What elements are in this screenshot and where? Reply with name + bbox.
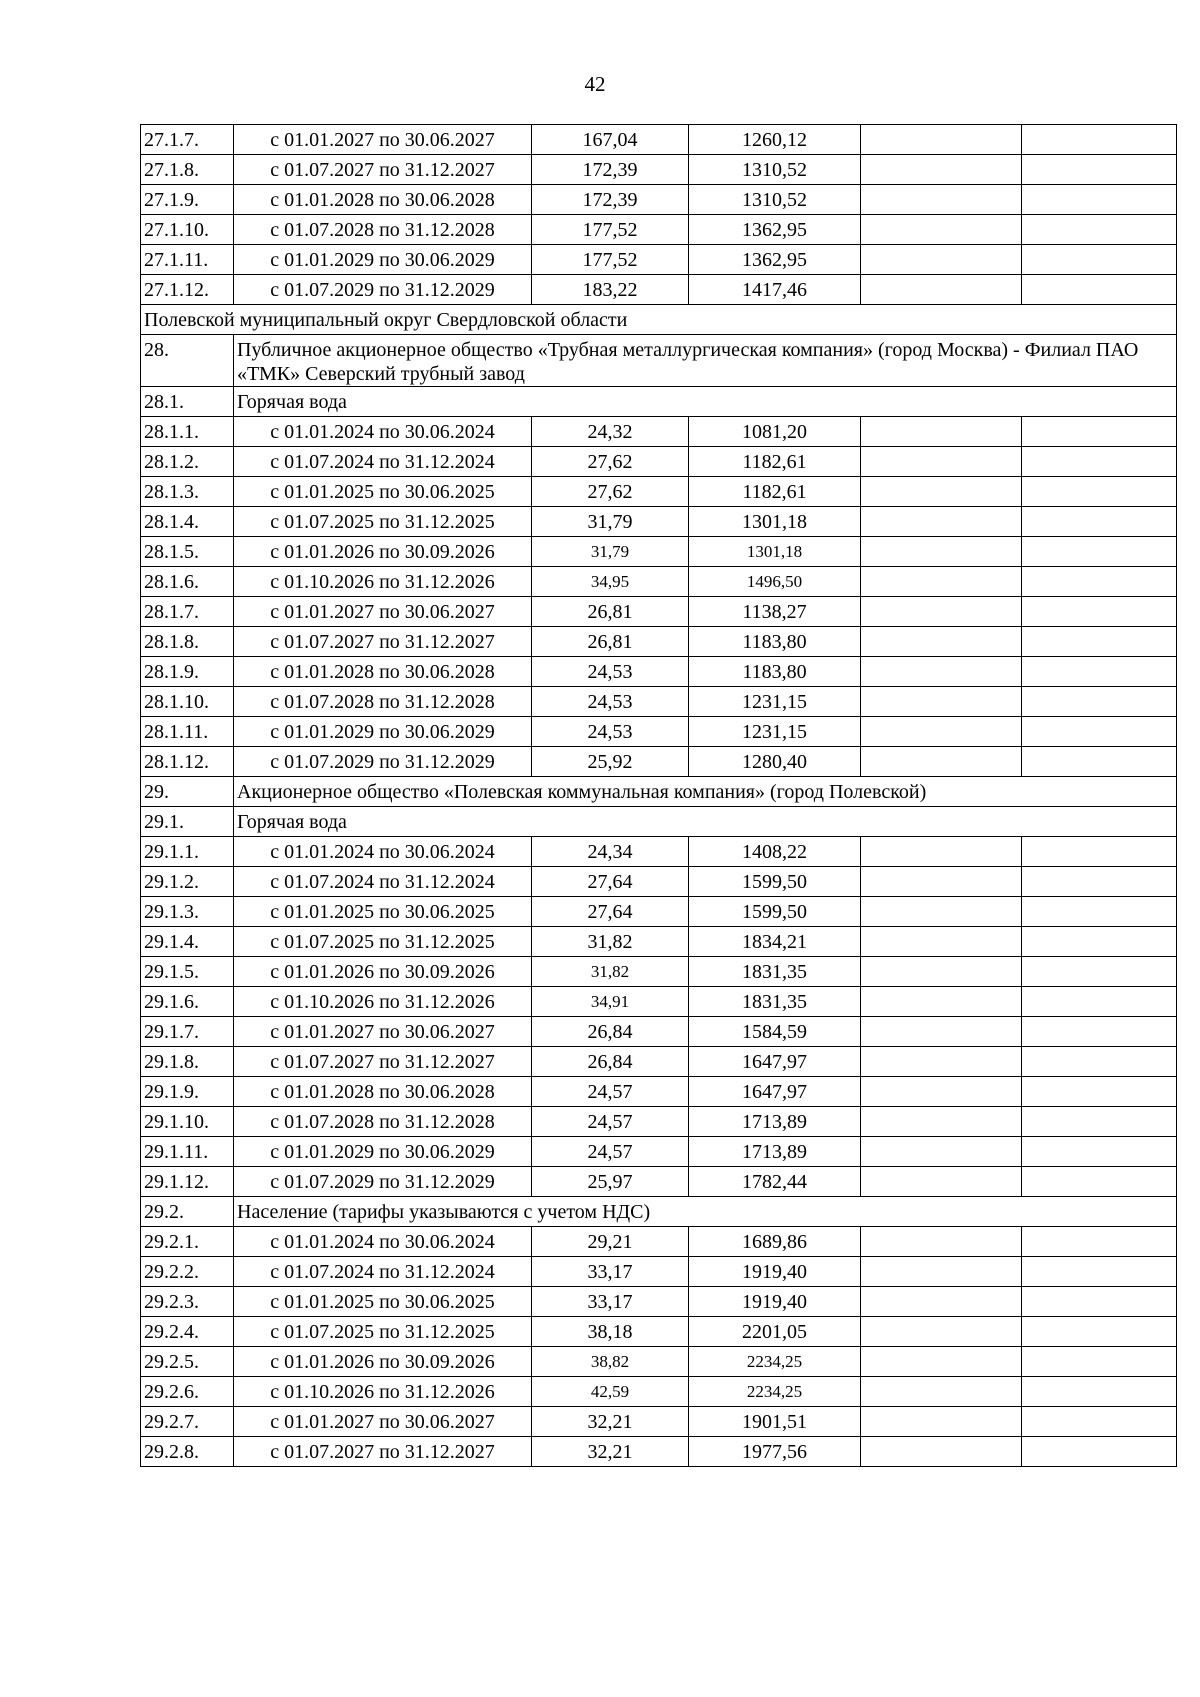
row-number: 27.1.10. — [141, 215, 234, 245]
empty-cell-1 — [861, 537, 1022, 567]
row-number: 28.1.10. — [141, 687, 234, 717]
value-cell-2: 1310,52 — [689, 185, 861, 215]
value-cell-2: 1584,59 — [689, 1017, 861, 1047]
value-cell-2: 1599,50 — [689, 867, 861, 897]
period-cell: с 01.07.2027 по 31.12.2027 — [234, 155, 532, 185]
empty-cell-1 — [861, 507, 1022, 537]
period-cell: с 01.01.2025 по 30.06.2025 — [234, 1287, 532, 1317]
value-cell-2: 2201,05 — [689, 1317, 861, 1347]
empty-cell-2 — [1022, 567, 1177, 597]
period-cell: с 01.07.2027 по 31.12.2027 — [234, 1437, 532, 1467]
value-cell-1: 32,21 — [532, 1407, 689, 1437]
group-row — [141, 807, 1177, 837]
table-row — [141, 567, 1177, 597]
row-number: 29.2.6. — [141, 1377, 234, 1407]
empty-cell-1 — [861, 1167, 1022, 1197]
row-number: 27.1.8. — [141, 155, 234, 185]
row-number: 28. — [141, 335, 234, 387]
period-cell: с 01.01.2025 по 30.06.2025 — [234, 477, 532, 507]
empty-cell-1 — [861, 1317, 1022, 1347]
empty-cell-2 — [1022, 417, 1177, 447]
value-cell-1: 172,39 — [532, 185, 689, 215]
value-cell-2: 1231,15 — [689, 717, 861, 747]
empty-cell-1 — [861, 897, 1022, 927]
value-cell-1: 183,22 — [532, 275, 689, 305]
empty-cell-2 — [1022, 717, 1177, 747]
row-number: 29.1.4. — [141, 927, 234, 957]
value-cell-1: 24,57 — [532, 1107, 689, 1137]
empty-cell-1 — [861, 627, 1022, 657]
period-cell: с 01.07.2024 по 31.12.2024 — [234, 867, 532, 897]
page-number: 42 — [584, 72, 606, 96]
table-row — [141, 1437, 1177, 1467]
period-cell: с 01.07.2028 по 31.12.2028 — [234, 215, 532, 245]
empty-cell-1 — [861, 657, 1022, 687]
table-row — [141, 1137, 1177, 1167]
value-cell-1: 24,32 — [532, 417, 689, 447]
period-cell: с 01.10.2026 по 31.12.2026 — [234, 1377, 532, 1407]
row-number: 29.2.2. — [141, 1257, 234, 1287]
empty-cell-1 — [861, 927, 1022, 957]
value-cell-2: 1901,51 — [689, 1407, 861, 1437]
empty-cell-2 — [1022, 597, 1177, 627]
empty-cell-1 — [861, 1407, 1022, 1437]
value-cell-1: 25,92 — [532, 747, 689, 777]
value-cell-2: 1182,61 — [689, 447, 861, 477]
table-row — [141, 747, 1177, 777]
empty-cell-1 — [861, 597, 1022, 627]
empty-cell-1 — [861, 125, 1022, 155]
value-cell-2: 1647,97 — [689, 1047, 861, 1077]
empty-cell-2 — [1022, 1317, 1177, 1347]
value-cell-2: 1647,97 — [689, 1077, 861, 1107]
empty-cell-1 — [861, 1017, 1022, 1047]
row-number: 29.1.10. — [141, 1107, 234, 1137]
table-row — [141, 627, 1177, 657]
period-cell: с 01.01.2027 по 30.06.2027 — [234, 597, 532, 627]
tariff-table — [140, 124, 1177, 1467]
row-number: 29.2.5. — [141, 1347, 234, 1377]
empty-cell-1 — [861, 687, 1022, 717]
value-cell-2: 1301,18 — [689, 507, 861, 537]
group-title: Горячая вода — [234, 807, 1177, 837]
row-number: 29.1.11. — [141, 1137, 234, 1167]
value-cell-1: 27,62 — [532, 477, 689, 507]
empty-cell-1 — [861, 185, 1022, 215]
row-number: 27.1.9. — [141, 185, 234, 215]
empty-cell-2 — [1022, 747, 1177, 777]
empty-cell-2 — [1022, 1137, 1177, 1167]
empty-cell-2 — [1022, 687, 1177, 717]
table-row — [141, 987, 1177, 1017]
period-cell: с 01.07.2029 по 31.12.2029 — [234, 275, 532, 305]
group-row — [141, 777, 1177, 807]
period-cell: с 01.07.2029 по 31.12.2029 — [234, 747, 532, 777]
empty-cell-1 — [861, 1077, 1022, 1107]
row-number: 29.2. — [141, 1197, 234, 1227]
row-number: 29.1.8. — [141, 1047, 234, 1077]
empty-cell-1 — [861, 447, 1022, 477]
value-cell-2: 1408,22 — [689, 837, 861, 867]
value-cell-1: 42,59 — [532, 1377, 689, 1407]
table-row — [141, 867, 1177, 897]
period-cell: с 01.07.2024 по 31.12.2024 — [234, 447, 532, 477]
tariff-table-body — [141, 125, 1177, 1467]
section-row — [141, 305, 1177, 335]
period-cell: с 01.07.2027 по 31.12.2027 — [234, 627, 532, 657]
table-row — [141, 1407, 1177, 1437]
value-cell-2: 1310,52 — [689, 155, 861, 185]
table-row — [141, 1347, 1177, 1377]
table-row — [141, 245, 1177, 275]
value-cell-1: 29,21 — [532, 1227, 689, 1257]
value-cell-2: 2234,25 — [689, 1347, 861, 1377]
value-cell-1: 32,21 — [532, 1437, 689, 1467]
empty-cell-1 — [861, 417, 1022, 447]
row-number: 29. — [141, 777, 234, 807]
empty-cell-1 — [861, 1347, 1022, 1377]
table-row — [141, 597, 1177, 627]
value-cell-1: 34,91 — [532, 987, 689, 1017]
value-cell-1: 26,84 — [532, 1017, 689, 1047]
value-cell-2: 1182,61 — [689, 477, 861, 507]
row-number: 29.1.3. — [141, 897, 234, 927]
period-cell: с 01.01.2026 по 30.09.2026 — [234, 537, 532, 567]
period-cell: с 01.01.2026 по 30.09.2026 — [234, 957, 532, 987]
row-number: 29.1.9. — [141, 1077, 234, 1107]
row-number: 28.1.11. — [141, 717, 234, 747]
empty-cell-2 — [1022, 477, 1177, 507]
value-cell-2: 1713,89 — [689, 1107, 861, 1137]
table-row — [141, 957, 1177, 987]
period-cell: с 01.01.2024 по 30.06.2024 — [234, 1227, 532, 1257]
value-cell-1: 25,97 — [532, 1167, 689, 1197]
table-row — [141, 1077, 1177, 1107]
empty-cell-2 — [1022, 867, 1177, 897]
row-number: 29.2.7. — [141, 1407, 234, 1437]
value-cell-2: 1362,95 — [689, 215, 861, 245]
empty-cell-2 — [1022, 927, 1177, 957]
row-number: 27.1.11. — [141, 245, 234, 275]
period-cell: с 01.10.2026 по 31.12.2026 — [234, 567, 532, 597]
empty-cell-1 — [861, 245, 1022, 275]
empty-cell-2 — [1022, 657, 1177, 687]
value-cell-1: 167,04 — [532, 125, 689, 155]
table-row — [141, 125, 1177, 155]
period-cell: с 01.10.2026 по 31.12.2026 — [234, 987, 532, 1017]
value-cell-1: 27,64 — [532, 897, 689, 927]
value-cell-1: 38,18 — [532, 1317, 689, 1347]
empty-cell-1 — [861, 747, 1022, 777]
table-row — [141, 417, 1177, 447]
empty-cell-2 — [1022, 1017, 1177, 1047]
value-cell-2: 1362,95 — [689, 245, 861, 275]
row-number: 28.1.9. — [141, 657, 234, 687]
group-title: Горячая вода — [234, 387, 1177, 417]
empty-cell-1 — [861, 477, 1022, 507]
empty-cell-1 — [861, 155, 1022, 185]
row-number: 29.1.5. — [141, 957, 234, 987]
value-cell-2: 1713,89 — [689, 1137, 861, 1167]
period-cell: с 01.07.2025 по 31.12.2025 — [234, 927, 532, 957]
empty-cell-1 — [861, 567, 1022, 597]
row-number: 28.1.3. — [141, 477, 234, 507]
value-cell-2: 1138,27 — [689, 597, 861, 627]
empty-cell-2 — [1022, 215, 1177, 245]
value-cell-1: 33,17 — [532, 1257, 689, 1287]
period-cell: с 01.01.2027 по 30.06.2027 — [234, 1407, 532, 1437]
period-cell: с 01.07.2028 по 31.12.2028 — [234, 1107, 532, 1137]
empty-cell-2 — [1022, 1287, 1177, 1317]
empty-cell-1 — [861, 1047, 1022, 1077]
row-number: 29.1.2. — [141, 867, 234, 897]
group-title: Публичное акционерное общество «Трубная металлургическая компания» (город Москва) - Филиал ПАО «ТМК» Северский трубный завод — [234, 335, 1177, 387]
row-number: 29.1. — [141, 807, 234, 837]
table-row — [141, 215, 1177, 245]
empty-cell-2 — [1022, 155, 1177, 185]
period-cell: с 01.07.2027 по 31.12.2027 — [234, 1047, 532, 1077]
value-cell-2: 1831,35 — [689, 957, 861, 987]
table-row — [141, 717, 1177, 747]
empty-cell-1 — [861, 1437, 1022, 1467]
period-cell: с 01.01.2028 по 30.06.2028 — [234, 185, 532, 215]
period-cell: с 01.01.2028 по 30.06.2028 — [234, 1077, 532, 1107]
empty-cell-2 — [1022, 987, 1177, 1017]
value-cell-1: 34,95 — [532, 567, 689, 597]
value-cell-2: 1301,18 — [689, 537, 861, 567]
empty-cell-2 — [1022, 957, 1177, 987]
row-number: 28.1.5. — [141, 537, 234, 567]
value-cell-2: 1834,21 — [689, 927, 861, 957]
value-cell-2: 2234,25 — [689, 1377, 861, 1407]
empty-cell-2 — [1022, 1227, 1177, 1257]
table-row — [141, 447, 1177, 477]
empty-cell-2 — [1022, 275, 1177, 305]
row-number: 27.1.12. — [141, 275, 234, 305]
row-number: 28.1.6. — [141, 567, 234, 597]
table-row — [141, 477, 1177, 507]
period-cell: с 01.01.2029 по 30.06.2029 — [234, 717, 532, 747]
group-row — [141, 335, 1177, 387]
value-cell-1: 172,39 — [532, 155, 689, 185]
empty-cell-2 — [1022, 1107, 1177, 1137]
row-number: 29.1.12. — [141, 1167, 234, 1197]
row-number: 28.1.7. — [141, 597, 234, 627]
value-cell-1: 26,84 — [532, 1047, 689, 1077]
period-cell: с 01.01.2024 по 30.06.2024 — [234, 417, 532, 447]
table-row — [141, 155, 1177, 185]
empty-cell-2 — [1022, 1077, 1177, 1107]
row-number: 29.2.4. — [141, 1317, 234, 1347]
period-cell: с 01.01.2024 по 30.06.2024 — [234, 837, 532, 867]
row-number: 29.2.8. — [141, 1437, 234, 1467]
empty-cell-2 — [1022, 837, 1177, 867]
empty-cell-1 — [861, 1377, 1022, 1407]
empty-cell-2 — [1022, 1257, 1177, 1287]
table-row — [141, 1317, 1177, 1347]
value-cell-1: 24,34 — [532, 837, 689, 867]
value-cell-1: 24,53 — [532, 687, 689, 717]
value-cell-2: 1231,15 — [689, 687, 861, 717]
value-cell-1: 177,52 — [532, 215, 689, 245]
row-number: 29.1.7. — [141, 1017, 234, 1047]
empty-cell-2 — [1022, 507, 1177, 537]
value-cell-1: 27,62 — [532, 447, 689, 477]
period-cell: с 01.07.2029 по 31.12.2029 — [234, 1167, 532, 1197]
period-cell: с 01.01.2029 по 30.06.2029 — [234, 1137, 532, 1167]
value-cell-2: 1280,40 — [689, 747, 861, 777]
empty-cell-1 — [861, 867, 1022, 897]
empty-cell-1 — [861, 717, 1022, 747]
value-cell-2: 1782,44 — [689, 1167, 861, 1197]
row-number: 28.1.12. — [141, 747, 234, 777]
period-cell: с 01.07.2024 по 31.12.2024 — [234, 1257, 532, 1287]
period-cell: с 01.01.2025 по 30.06.2025 — [234, 897, 532, 927]
value-cell-2: 1599,50 — [689, 897, 861, 927]
value-cell-1: 26,81 — [532, 627, 689, 657]
value-cell-1: 31,82 — [532, 957, 689, 987]
table-row — [141, 687, 1177, 717]
period-cell: с 01.01.2027 по 30.06.2027 — [234, 125, 532, 155]
value-cell-1: 38,82 — [532, 1347, 689, 1377]
empty-cell-1 — [861, 1257, 1022, 1287]
value-cell-1: 24,57 — [532, 1077, 689, 1107]
table-row — [141, 537, 1177, 567]
empty-cell-2 — [1022, 125, 1177, 155]
value-cell-2: 1417,46 — [689, 275, 861, 305]
table-row — [141, 897, 1177, 927]
table-row — [141, 1287, 1177, 1317]
value-cell-2: 1689,86 — [689, 1227, 861, 1257]
period-cell: с 01.07.2028 по 31.12.2028 — [234, 687, 532, 717]
period-cell: с 01.07.2025 по 31.12.2025 — [234, 507, 532, 537]
table-row — [141, 837, 1177, 867]
period-cell: с 01.07.2025 по 31.12.2025 — [234, 1317, 532, 1347]
row-number: 29.1.6. — [141, 987, 234, 1017]
value-cell-1: 24,53 — [532, 717, 689, 747]
row-number: 29.1.1. — [141, 837, 234, 867]
empty-cell-2 — [1022, 185, 1177, 215]
period-cell: с 01.01.2028 по 30.06.2028 — [234, 657, 532, 687]
period-cell: с 01.01.2026 по 30.09.2026 — [234, 1347, 532, 1377]
period-cell: с 01.01.2027 по 30.06.2027 — [234, 1017, 532, 1047]
row-number: 27.1.7. — [141, 125, 234, 155]
table-row — [141, 1257, 1177, 1287]
empty-cell-2 — [1022, 447, 1177, 477]
group-row — [141, 1197, 1177, 1227]
value-cell-1: 26,81 — [532, 597, 689, 627]
empty-cell-2 — [1022, 1167, 1177, 1197]
empty-cell-1 — [861, 1137, 1022, 1167]
table-row — [141, 927, 1177, 957]
value-cell-2: 1260,12 — [689, 125, 861, 155]
empty-cell-1 — [861, 987, 1022, 1017]
empty-cell-2 — [1022, 1437, 1177, 1467]
empty-cell-2 — [1022, 1347, 1177, 1377]
empty-cell-1 — [861, 1227, 1022, 1257]
empty-cell-2 — [1022, 537, 1177, 567]
value-cell-1: 24,57 — [532, 1137, 689, 1167]
value-cell-1: 31,79 — [532, 537, 689, 567]
table-row — [141, 1227, 1177, 1257]
value-cell-2: 1831,35 — [689, 987, 861, 1017]
value-cell-2: 1977,56 — [689, 1437, 861, 1467]
value-cell-1: 33,17 — [532, 1287, 689, 1317]
empty-cell-2 — [1022, 1377, 1177, 1407]
empty-cell-1 — [861, 837, 1022, 867]
empty-cell-1 — [861, 275, 1022, 305]
table-row — [141, 1167, 1177, 1197]
value-cell-2: 1081,20 — [689, 417, 861, 447]
value-cell-2: 1183,80 — [689, 657, 861, 687]
empty-cell-1 — [861, 215, 1022, 245]
section-title: Полевской муниципальный округ Свердловской области — [141, 305, 1177, 335]
empty-cell-2 — [1022, 1407, 1177, 1437]
empty-cell-2 — [1022, 627, 1177, 657]
value-cell-2: 1919,40 — [689, 1287, 861, 1317]
value-cell-2: 1183,80 — [689, 627, 861, 657]
table-row — [141, 1047, 1177, 1077]
group-title: Население (тарифы указываются с учетом НДС) — [234, 1197, 1177, 1227]
empty-cell-2 — [1022, 1047, 1177, 1077]
value-cell-2: 1496,50 — [689, 567, 861, 597]
table-row — [141, 1017, 1177, 1047]
period-cell: с 01.01.2029 по 30.06.2029 — [234, 245, 532, 275]
value-cell-1: 31,79 — [532, 507, 689, 537]
table-row — [141, 275, 1177, 305]
empty-cell-1 — [861, 957, 1022, 987]
row-number: 29.2.1. — [141, 1227, 234, 1257]
table-row — [141, 185, 1177, 215]
group-title: Акционерное общество «Полевская коммунальная компания» (город Полевской) — [234, 777, 1177, 807]
table-row — [141, 1377, 1177, 1407]
empty-cell-1 — [861, 1287, 1022, 1317]
table-row — [141, 657, 1177, 687]
row-number: 28.1.4. — [141, 507, 234, 537]
empty-cell-2 — [1022, 897, 1177, 927]
value-cell-1: 27,64 — [532, 867, 689, 897]
value-cell-1: 24,53 — [532, 657, 689, 687]
table-row — [141, 507, 1177, 537]
row-number: 28.1. — [141, 387, 234, 417]
table-row — [141, 1107, 1177, 1137]
group-row — [141, 387, 1177, 417]
row-number: 28.1.2. — [141, 447, 234, 477]
empty-cell-1 — [861, 1107, 1022, 1137]
value-cell-1: 177,52 — [532, 245, 689, 275]
value-cell-2: 1919,40 — [689, 1257, 861, 1287]
empty-cell-2 — [1022, 245, 1177, 275]
row-number: 28.1.8. — [141, 627, 234, 657]
row-number: 29.2.3. — [141, 1287, 234, 1317]
row-number: 28.1.1. — [141, 417, 234, 447]
value-cell-1: 31,82 — [532, 927, 689, 957]
